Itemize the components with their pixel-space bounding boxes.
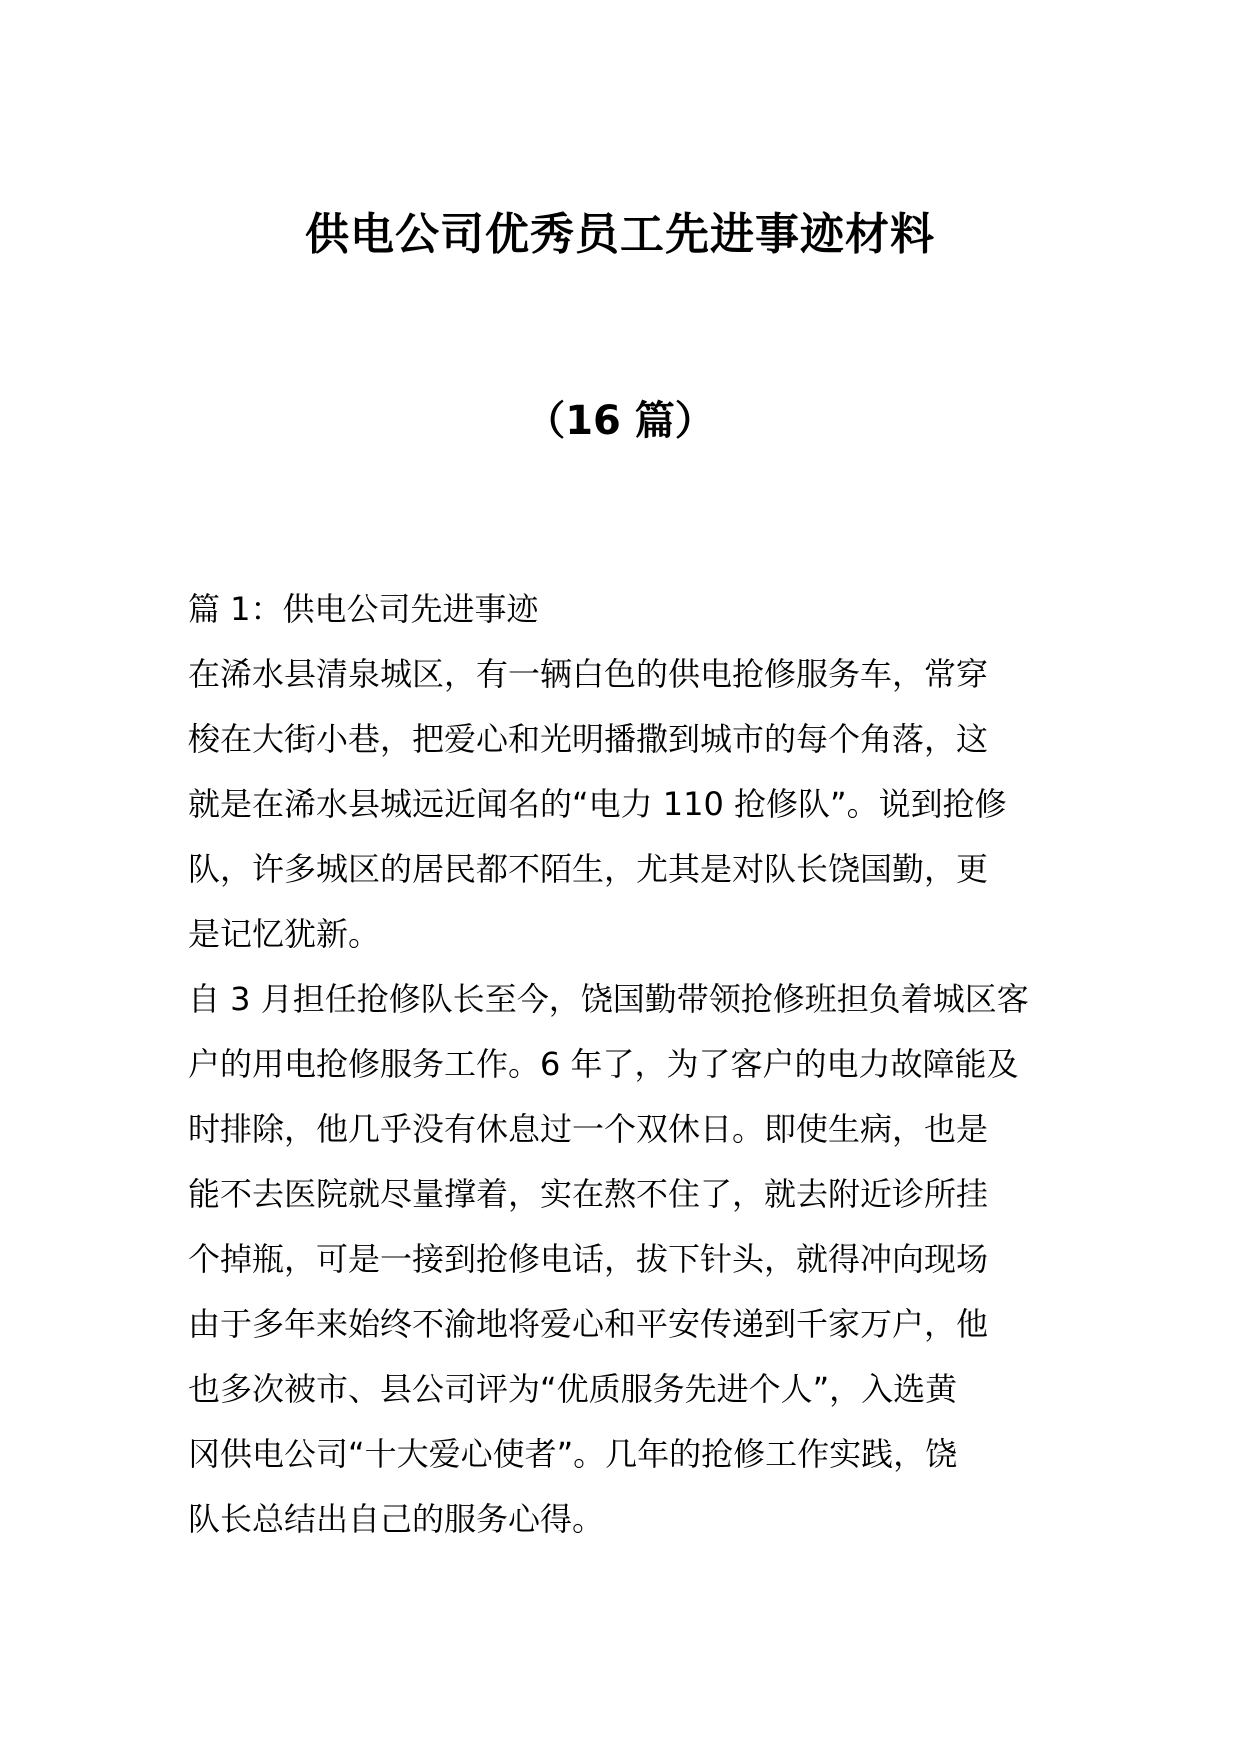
body-line: 能不去医院就尽量撑着，实在熬不住了，就去附近诊所挂 (188, 1175, 989, 1213)
body-line: 个掉瓶，可是一接到抢修电话，拔下针头，就得冲向现场 (188, 1240, 989, 1278)
body-line: 由于多年来始终不渝地将爱心和平安传递到千家万户，他 (188, 1305, 989, 1343)
body-line: 梭在大街小巷，把爱心和光明播撒到城市的每个角落，这 (188, 720, 989, 758)
document-body (188, 577, 1058, 1552)
body-line: 队，许多城区的居民都不陌生，尤其是对队长饶国勤，更 (188, 850, 989, 888)
body-line: 时排除，他几乎没有休息过一个双休日。即使生病，也是 (188, 1110, 989, 1148)
body-line: 也多次被市、县公司评为“优质服务先进个人”，入选黄 (188, 1370, 958, 1408)
body-line: 是记忆犹新。 (188, 915, 381, 953)
body-line: 就是在浠水县城远近闻名的“电力 110 抢修队”。说到抢修 (188, 785, 1007, 823)
document-title: 供电公司优秀员工先进事迹材料 (305, 209, 935, 260)
body-line: 队长总结出自己的服务心得。 (188, 1500, 605, 1538)
body-line: 户的用电抢修服务工作。6 年了，为了客户的电力故障能及 (188, 1045, 1019, 1083)
body-line: 自 3 月担任抢修队长至今，饶国勤带领抢修班担负着城区客 (188, 980, 1029, 1018)
document-subtitle: （16 篇） (525, 398, 715, 444)
body-line: 冈供电公司“十大爱心使者”。几年的抢修工作实践，饶 (188, 1435, 958, 1473)
body-line: 在浠水县清泉城区，有一辆白色的供电抢修服务车，常穿 (188, 655, 989, 693)
section-heading: 篇 1：供电公司先进事迹 (188, 590, 539, 628)
